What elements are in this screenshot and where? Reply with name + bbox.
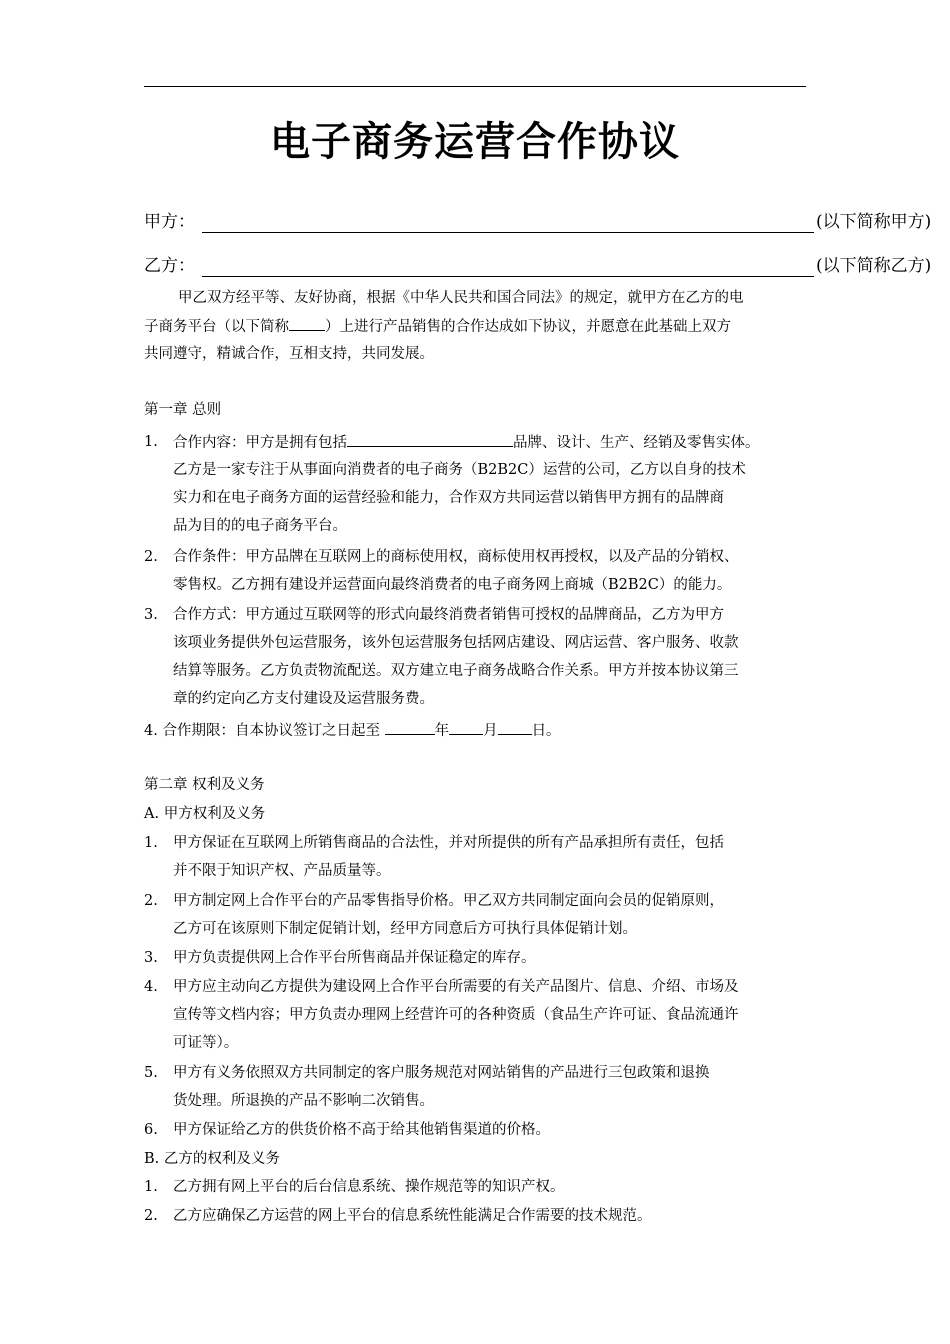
ch1-item-1-line-4: 品为目的的电子商务平台。: [173, 518, 347, 534]
ch1-item-1-line-1: [173, 428, 760, 457]
document-title: 电子商务运营合作协议: [270, 119, 680, 165]
party-a-suffix: (以下简称甲方): [816, 212, 932, 232]
term-day-label: 日。: [531, 723, 561, 739]
ch1-item-3-line-2: 该项业务提供外包运营服务，该外包运营服务包括网店建设、网店运营、客户服务、收款: [173, 635, 739, 651]
ch1-item-2-number: 2.: [144, 549, 158, 565]
intro-line-2a: 子商务平台（以下简称: [144, 319, 289, 335]
term-month-label: 月: [483, 723, 498, 739]
header-rule: [144, 86, 806, 87]
intro-line-1: 甲乙双方经平等、友好协商，根据《中华人民共和国合同法》的规定，就甲方在乙方的电: [178, 290, 744, 306]
intro-line-3: 共同遵守，精诚合作，互相支持，共同发展。: [144, 346, 434, 362]
ch1-item-3-line-4: 章的约定向乙方支付建设及运营服务费。: [173, 691, 434, 707]
term-year-label: 年: [434, 723, 450, 739]
ch1-item-2-line-1: 合作条件：甲方品牌在互联网上的商标使用权，商标使用权再授权，以及产品的分销权、: [173, 549, 739, 565]
party-b-blank: [202, 251, 814, 277]
a-item-3-line-1: 甲方负责提供网上合作平台所售商品并保证稳定的库存。: [173, 950, 536, 966]
party-a-blank: [202, 207, 814, 233]
ch1-item-1-line-1a: 合作内容：甲方是拥有包括: [173, 435, 347, 451]
ch1-item-1-number: 1.: [144, 434, 158, 450]
a-item-2-number: 2.: [144, 893, 158, 909]
b-item-2-line-1: 乙方应确保乙方运营的网上平台的信息系统性能满足合作需要的技术规范。: [173, 1208, 652, 1224]
term-month-blank: [449, 716, 483, 735]
chapter-1-heading: 第一章 总则: [144, 402, 222, 418]
a-item-4-line-1: 甲方应主动向乙方提供为建设网上合作平台所需要的有关产品图片、信息、介绍、市场及: [173, 979, 739, 995]
a-item-6-line-1: 甲方保证给乙方的供货价格不高于给其他销售渠道的价格。: [173, 1122, 550, 1138]
party-a-label: 甲方：: [144, 212, 195, 232]
section-a-heading: A. 甲方权利及义务: [144, 806, 266, 822]
ch1-item-2-line-2: 零售权。乙方拥有建设并运营面向最终消费者的电子商务网上商城（B2B2C）的能力。: [173, 577, 732, 593]
a-item-4-line-2: 宣传等文档内容；甲方负责办理网上经营许可的各种资质（食品生产许可证、食品流通许: [173, 1007, 739, 1023]
a-item-5-line-1: 甲方有义务依照双方共同制定的客户服务规范对网站销售的产品进行三包政策和退换: [173, 1065, 710, 1081]
party-a-line: [144, 207, 932, 237]
term-year-blank: [385, 716, 435, 735]
party-b-suffix: (以下简称乙方): [816, 256, 932, 276]
a-item-1-line-1: 甲方保证在互联网上所销售商品的合法性，并对所提供的所有产品承担所有责任，包括: [173, 835, 724, 851]
a-item-4-line-3: 可证等）。: [173, 1035, 239, 1051]
brand-blank: [347, 428, 513, 447]
ch1-item-3-number: 3.: [144, 607, 158, 623]
a-item-4-number: 4.: [144, 979, 158, 995]
intro-line-2b: ）上进行产品销售的合作达成如下协议，并愿意在此基础上双方: [325, 319, 731, 335]
ch1-item-4: [144, 716, 561, 745]
ch1-item-3-line-3: 结算等服务。乙方负责物流配送。双方建立电子商务战略合作关系。甲方并按本协议第三: [173, 663, 739, 679]
b-item-1-line-1: 乙方拥有网上平台的后台信息系统、操作规范等的知识产权。: [173, 1179, 565, 1195]
a-item-5-line-2: 货处理。所退换的产品不影响二次销售。: [173, 1093, 434, 1109]
b-item-1-number: 1.: [144, 1179, 158, 1195]
section-b-heading: B. 乙方的权利及义务: [144, 1151, 280, 1167]
term-prefix: 4. 合作期限：自本协议签订之日起至: [144, 723, 385, 739]
a-item-2-line-2: 乙方可在该原则下制定促销计划，经甲方同意后方可执行具体促销计划。: [173, 921, 637, 937]
a-item-2-line-1: 甲方制定网上合作平台的产品零售指导价格。甲乙双方共同制定面向会员的促销原则，: [173, 893, 724, 909]
party-b-label: 乙方：: [144, 256, 195, 276]
a-item-6-number: 6.: [144, 1122, 158, 1138]
a-item-3-number: 3.: [144, 950, 158, 966]
platform-name-blank: [289, 312, 325, 331]
intro-line-2: [144, 312, 731, 341]
ch1-item-1-line-1b: 品牌、设计、生产、经销及零售实体。: [513, 435, 760, 451]
a-item-1-number: 1.: [144, 835, 158, 851]
term-day-blank: [498, 716, 532, 735]
ch1-item-1-line-2: 乙方是一家专注于从事面向消费者的电子商务（B2B2C）运营的公司，乙方以自身的技术: [173, 462, 746, 478]
a-item-5-number: 5.: [144, 1065, 158, 1081]
ch1-item-1-line-3: 实力和在电子商务方面的运营经验和能力，合作双方共同运营以销售甲方拥有的品牌商: [173, 490, 724, 506]
ch1-item-3-line-1: 合作方式：甲方通过互联网等的形式向最终消费者销售可授权的品牌商品，乙方为甲方: [173, 607, 724, 623]
party-b-line: [144, 251, 932, 281]
chapter-2-heading: 第二章 权利及义务: [144, 777, 265, 793]
a-item-1-line-2: 并不限于知识产权、产品质量等。: [173, 863, 391, 879]
b-item-2-number: 2.: [144, 1208, 158, 1224]
